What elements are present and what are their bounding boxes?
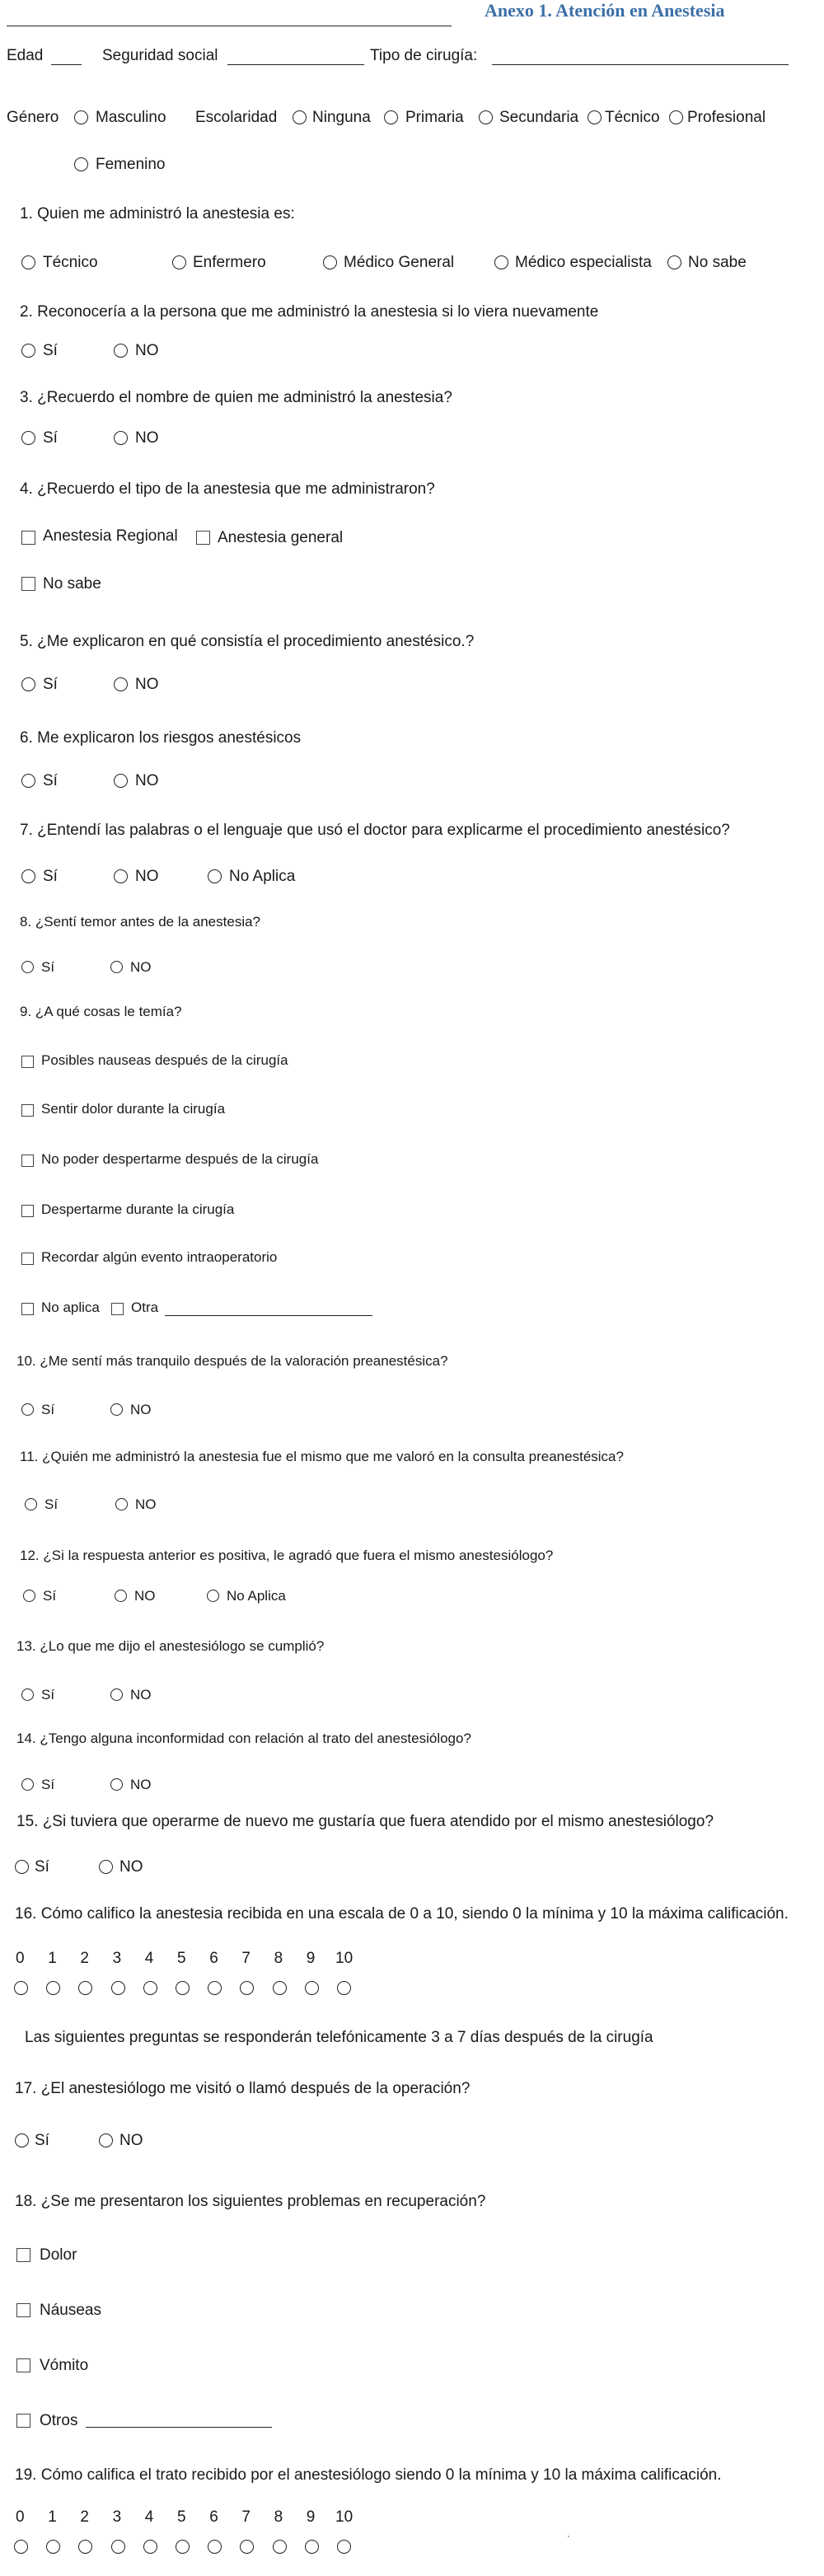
q16-scale-radio-1[interactable] xyxy=(46,1981,60,1995)
q16-scale-radio-9[interactable] xyxy=(305,1981,319,1995)
q9-recordar-checkbox[interactable] xyxy=(21,1253,34,1265)
q1-enfermero-radio[interactable] xyxy=(172,255,186,269)
q19-scale-radio-8[interactable] xyxy=(273,2540,287,2554)
q17-text: 17. ¿El anestesiólogo me visitó o llamó después de la operación? xyxy=(15,2080,471,2097)
q19-scale-radio-2[interactable] xyxy=(78,2540,92,2554)
q19-scale-number-5: 5 xyxy=(177,2508,186,2526)
q9-recordar-label: Recordar algún evento intraoperatorio xyxy=(41,1249,278,1265)
q16-scale-number-8: 8 xyxy=(274,1950,283,1967)
edad-field[interactable] xyxy=(51,64,82,65)
q4-regional-label: Anestesia Regional xyxy=(43,527,178,545)
q2-si-radio[interactable] xyxy=(21,344,35,358)
tecnico-radio[interactable] xyxy=(588,110,602,124)
q5-si-label: Sí xyxy=(43,676,58,693)
q18-vomito-checkbox[interactable] xyxy=(16,2358,30,2372)
q12-text: 12. ¿Si la respuesta anterior es positiva, le agradó que fuera el mismo anestesiólogo? xyxy=(20,1548,554,1563)
q16-scale-number-2: 2 xyxy=(80,1950,89,1967)
q16-scale-number-5: 5 xyxy=(177,1950,186,1967)
q16-scale-number-10: 10 xyxy=(335,1950,353,1967)
seguridad-social-label: Seguridad social xyxy=(102,47,218,64)
masculino-radio[interactable] xyxy=(74,110,88,124)
q13-si-radio[interactable] xyxy=(21,1688,34,1701)
q17-si-label: Sí xyxy=(35,2132,49,2149)
q18-dolor-checkbox[interactable] xyxy=(16,2248,30,2262)
q16-scale-radio-0[interactable] xyxy=(14,1981,28,1995)
q3-si-label: Sí xyxy=(43,429,58,447)
q16-scale-radio-5[interactable] xyxy=(176,1981,190,1995)
q4-text: 4. ¿Recuerdo el tipo de la anestesia que me administraron? xyxy=(20,480,435,498)
q11-si-label: Sí xyxy=(44,1496,59,1512)
page-mark xyxy=(568,2536,569,2537)
q19-scale-number-0: 0 xyxy=(16,2508,25,2526)
q12-no-aplica-label: No Aplica xyxy=(227,1588,286,1604)
secundaria-label: Secundaria xyxy=(499,109,579,126)
q6-si-radio[interactable] xyxy=(21,774,35,788)
q14-no-radio[interactable] xyxy=(110,1778,123,1791)
q18-vomito-label: Vómito xyxy=(40,2357,89,2374)
q12-si-label: Sí xyxy=(43,1588,57,1604)
q15-no-radio[interactable] xyxy=(99,1860,113,1874)
q15-si-radio[interactable] xyxy=(15,1860,29,1874)
q10-text: 10. ¿Me sentí más tranquilo después de la valoración preanestésica? xyxy=(16,1353,448,1369)
q18-nauseas-label: Náuseas xyxy=(40,2302,101,2319)
q13-text: 13. ¿Lo que me dijo el anestesiólogo se cumplió? xyxy=(16,1638,325,1654)
q8-text: 8. ¿Sentí temor antes de la anestesia? xyxy=(20,914,261,930)
q12-si-radio[interactable] xyxy=(23,1590,35,1602)
q3-si-radio[interactable] xyxy=(21,431,35,445)
q19-scale-number-7: 7 xyxy=(241,2508,250,2526)
q15-text: 15. ¿Si tuviera que operarme de nuevo me gustaría que fuera atendido por el mismo anestesiólogo? xyxy=(16,1813,714,1830)
q19-scale-radio-1[interactable] xyxy=(46,2540,60,2554)
q12-no-radio[interactable] xyxy=(115,1590,127,1602)
q1-medico-especialista-label: Médico especialista xyxy=(515,254,652,271)
q7-si-radio[interactable] xyxy=(21,869,35,883)
ninguna-label: Ninguna xyxy=(312,109,371,126)
q6-si-label: Sí xyxy=(43,772,58,789)
q19-scale-radio-6[interactable] xyxy=(208,2540,222,2554)
femenino-label: Femenino xyxy=(96,156,166,173)
q13-no-label: NO xyxy=(130,1687,152,1703)
q11-text: 11. ¿Quién me administró la anestesia fue el mismo que me valoró en la consulta preanestésica? xyxy=(20,1449,624,1464)
q19-scale-number-2: 2 xyxy=(80,2508,89,2526)
primaria-radio[interactable] xyxy=(384,110,398,124)
q6-text: 6. Me explicaron los riesgos anestésicos xyxy=(20,729,302,747)
q16-scale-number-7: 7 xyxy=(241,1950,250,1967)
q10-si-radio[interactable] xyxy=(21,1403,34,1416)
q12-no-aplica-radio[interactable] xyxy=(207,1590,219,1602)
q18-nauseas-checkbox[interactable] xyxy=(16,2303,30,2317)
q10-si-label: Sí xyxy=(41,1402,55,1417)
q9-no-aplica-checkbox[interactable] xyxy=(21,1303,34,1315)
q8-si-radio[interactable] xyxy=(21,961,34,973)
q16-scale-number-0: 0 xyxy=(16,1950,25,1967)
q6-no-label: NO xyxy=(135,772,159,789)
q9-text: 9. ¿A qué cosas le temía? xyxy=(20,1004,182,1019)
q10-no-label: NO xyxy=(130,1402,152,1417)
q9-otra-checkbox[interactable] xyxy=(111,1303,124,1315)
q19-scale-number-9: 9 xyxy=(306,2508,316,2526)
q4-no-sabe-checkbox[interactable] xyxy=(21,577,35,591)
q3-text: 3. ¿Recuerdo el nombre de quien me administró la anestesia? xyxy=(20,389,452,406)
q16-scale-number-1: 1 xyxy=(48,1950,57,1967)
q19-scale-number-1: 1 xyxy=(48,2508,57,2526)
tipo-cirugia-label: Tipo de cirugía: xyxy=(370,47,478,64)
q9-otra-label: Otra xyxy=(131,1300,159,1315)
q19-scale-radio-3[interactable] xyxy=(111,2540,125,2554)
q9-no-despertar-checkbox[interactable] xyxy=(21,1155,34,1167)
q9-dolor-checkbox[interactable] xyxy=(21,1104,34,1117)
q16-scale-number-4: 4 xyxy=(144,1950,154,1967)
q4-regional-checkbox[interactable] xyxy=(21,531,35,545)
q16-text: 16. Cómo califico la anestesia recibida en una escala de 0 a 10, siendo 0 la mínima y 10 la máxima calificación. xyxy=(15,1905,789,1923)
primaria-label: Primaria xyxy=(405,109,464,126)
q1-tecnico-radio[interactable] xyxy=(21,255,35,269)
tipo-cirugia-field[interactable] xyxy=(492,64,789,65)
q19-scale-radio-4[interactable] xyxy=(143,2540,157,2554)
q6-no-radio[interactable] xyxy=(114,774,128,788)
q19-scale-radio-10[interactable] xyxy=(337,2540,351,2554)
q9-no-aplica-label: No aplica xyxy=(41,1300,100,1315)
q19-scale-radio-5[interactable] xyxy=(176,2540,190,2554)
q7-no-label: NO xyxy=(135,868,159,885)
q1-medico-especialista-radio[interactable] xyxy=(494,255,508,269)
q9-despertarme-checkbox[interactable] xyxy=(21,1205,34,1217)
q11-no-radio[interactable] xyxy=(115,1498,128,1510)
q19-scale-number-4: 4 xyxy=(144,2508,154,2526)
q14-text: 14. ¿Tengo alguna inconformidad con relación al trato del anestesiólogo? xyxy=(16,1731,471,1746)
q1-no-sabe-label: No sabe xyxy=(688,254,747,271)
q18-text: 18. ¿Se me presentaron los siguientes problemas en recuperación? xyxy=(15,2193,486,2210)
q18-otros-checkbox[interactable] xyxy=(16,2414,30,2428)
q7-no-aplica-radio[interactable] xyxy=(208,869,222,883)
q18-otros-label: Otros xyxy=(40,2412,78,2429)
q14-si-radio[interactable] xyxy=(21,1778,34,1791)
q1-medico-general-label: Médico General xyxy=(344,254,455,271)
q7-text: 7. ¿Entendí las palabras o el lenguaje que usó el doctor para explicarme el procedimiento anestésico? xyxy=(20,822,730,839)
q19-scale-radio-0[interactable] xyxy=(14,2540,28,2554)
q9-nauseas-label: Posibles nauseas después de la cirugía xyxy=(41,1052,288,1068)
q17-si-radio[interactable] xyxy=(15,2133,29,2147)
q17-no-label: NO xyxy=(119,2132,143,2149)
q14-si-label: Sí xyxy=(41,1777,55,1792)
q1-medico-general-radio[interactable] xyxy=(323,255,337,269)
q1-text: 1. Quien me administró la anestesia es: xyxy=(20,205,295,222)
q15-no-label: NO xyxy=(119,1858,143,1876)
q7-si-label: Sí xyxy=(43,868,58,885)
q5-no-radio[interactable] xyxy=(114,677,128,691)
q7-no-radio[interactable] xyxy=(114,869,128,883)
q18-dolor-label: Dolor xyxy=(40,2246,77,2264)
q9-dolor-label: Sentir dolor durante la cirugía xyxy=(41,1101,226,1117)
q2-text: 2. Reconocería a la persona que me administró la anestesia si lo viera nuevamente xyxy=(20,303,599,321)
q18-otros-field[interactable] xyxy=(86,2427,272,2428)
q2-no-label: NO xyxy=(135,342,159,359)
q4-general-label: Anestesia general xyxy=(218,529,344,546)
edad-label: Edad xyxy=(7,47,44,64)
q8-si-label: Sí xyxy=(41,959,55,975)
q19-scale-number-8: 8 xyxy=(274,2508,283,2526)
escolaridad-label: Escolaridad xyxy=(195,109,278,126)
q2-si-label: Sí xyxy=(43,342,58,359)
q10-no-radio[interactable] xyxy=(110,1403,123,1416)
q19-text: 19. Cómo califica el trato recibido por el anestesiólogo siendo 0 la mínima y 10 la máxima calificación. xyxy=(15,2466,722,2484)
femenino-radio[interactable] xyxy=(74,157,88,171)
genero-label: Género xyxy=(7,109,59,126)
seguridad-social-field[interactable] xyxy=(227,64,364,65)
q3-no-radio[interactable] xyxy=(114,431,128,445)
q16-scale-radio-6[interactable] xyxy=(208,1981,222,1995)
q4-general-checkbox[interactable] xyxy=(196,531,210,545)
q16-scale-radio-2[interactable] xyxy=(78,1981,92,1995)
q7-no-aplica-label: No Aplica xyxy=(229,868,296,885)
q11-si-radio[interactable] xyxy=(25,1498,37,1510)
q2-no-radio[interactable] xyxy=(114,344,128,358)
page-title: Anexo 1. Atención en Anestesia xyxy=(485,0,725,21)
q9-no-despertar-label: No poder despertarme después de la cirugía xyxy=(41,1151,319,1167)
q1-tecnico-label: Técnico xyxy=(43,254,98,271)
q16-scale-radio-7[interactable] xyxy=(240,1981,254,1995)
q17-no-radio[interactable] xyxy=(99,2133,113,2147)
q19-scale-radio-9[interactable] xyxy=(305,2540,319,2554)
q1-enfermero-label: Enfermero xyxy=(193,254,266,271)
q11-no-label: NO xyxy=(135,1496,157,1512)
profesional-radio[interactable] xyxy=(669,110,683,124)
q1-no-sabe-radio[interactable] xyxy=(667,255,681,269)
q5-text: 5. ¿Me explicaron en qué consistía el procedimiento anestésico.? xyxy=(20,633,475,650)
q5-no-label: NO xyxy=(135,676,159,693)
q3-no-label: NO xyxy=(135,429,159,447)
q19-scale-number-10: 10 xyxy=(335,2508,353,2526)
q16-scale-number-3: 3 xyxy=(112,1950,122,1967)
phone-note: Las siguientes preguntas se responderán telefónicamente 3 a 7 días después de la cirugía xyxy=(25,2029,653,2046)
q9-otra-field[interactable] xyxy=(165,1315,372,1316)
q16-scale-radio-8[interactable] xyxy=(273,1981,287,1995)
q15-si-label: Sí xyxy=(35,1858,49,1876)
q16-scale-number-6: 6 xyxy=(209,1950,218,1967)
q13-no-radio[interactable] xyxy=(110,1688,123,1701)
q19-scale-number-6: 6 xyxy=(209,2508,218,2526)
q16-scale-radio-10[interactable] xyxy=(337,1981,351,1995)
q19-scale-number-3: 3 xyxy=(112,2508,122,2526)
secundaria-radio[interactable] xyxy=(479,110,493,124)
q5-si-radio[interactable] xyxy=(21,677,35,691)
q16-scale-radio-4[interactable] xyxy=(143,1981,157,1995)
ninguna-radio[interactable] xyxy=(293,110,307,124)
profesional-label: Profesional xyxy=(687,109,766,126)
q16-scale-radio-3[interactable] xyxy=(111,1981,125,1995)
q19-scale-radio-7[interactable] xyxy=(240,2540,254,2554)
q12-no-label: NO xyxy=(134,1588,156,1604)
q8-no-label: NO xyxy=(130,959,152,975)
q14-no-label: NO xyxy=(130,1777,152,1792)
masculino-label: Masculino xyxy=(96,109,166,126)
q8-no-radio[interactable] xyxy=(110,961,123,973)
q9-nauseas-checkbox[interactable] xyxy=(21,1056,34,1068)
q9-despertarme-label: Despertarme durante la cirugía xyxy=(41,1201,235,1217)
q13-si-label: Sí xyxy=(41,1687,55,1703)
q4-no-sabe-label: No sabe xyxy=(43,575,101,592)
tecnico-label: Técnico xyxy=(605,109,660,126)
q16-scale-number-9: 9 xyxy=(306,1950,316,1967)
